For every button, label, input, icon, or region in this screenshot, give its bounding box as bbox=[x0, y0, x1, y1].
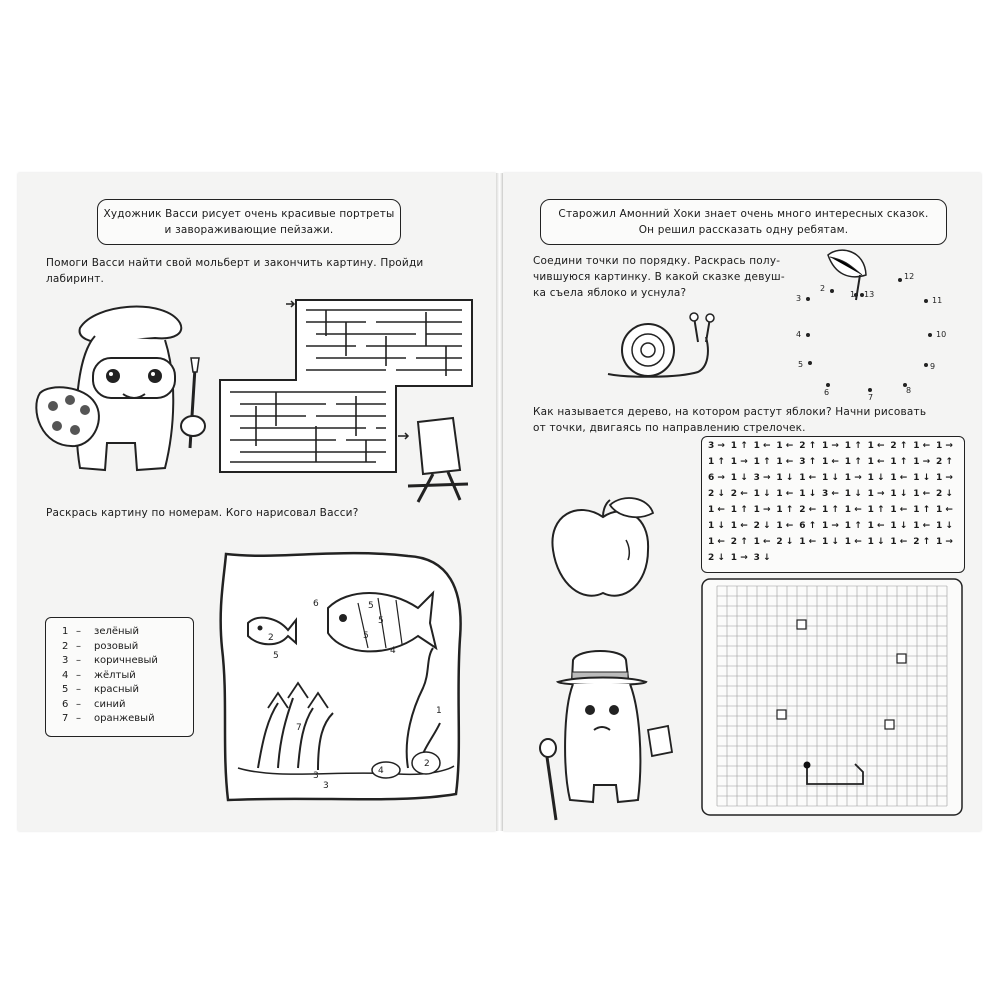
legend-num: 1 bbox=[62, 626, 69, 637]
arrow-instruction: 1 ← bbox=[890, 537, 908, 547]
legend-color: коричневый bbox=[94, 655, 158, 666]
svg-text:2: 2 bbox=[424, 759, 430, 769]
left-header-line2: и завораживающие пейзажи. bbox=[164, 224, 334, 236]
arrow-instruction: 1 ← bbox=[708, 505, 725, 515]
legend-num: 2 bbox=[62, 640, 69, 652]
arrow-instruction: 1 ↑ bbox=[708, 457, 725, 467]
legend-dash: – bbox=[76, 655, 81, 666]
dot-label: 12 bbox=[904, 272, 915, 281]
legend-item bbox=[62, 640, 158, 655]
arrow-instruction: 1 ↓ bbox=[890, 489, 908, 499]
arrow-instruction: 1 → bbox=[936, 473, 953, 483]
svg-text:5: 5 bbox=[273, 651, 279, 661]
arrow-instruction: 6 ↑ bbox=[799, 521, 817, 531]
dot-label: 5 bbox=[798, 360, 804, 369]
legend-color: красный bbox=[94, 684, 139, 695]
old-man-character-illustration bbox=[528, 650, 688, 825]
svg-text:5: 5 bbox=[363, 631, 369, 641]
arrow-instruction: 1 ← bbox=[936, 505, 953, 515]
svg-text:2: 2 bbox=[268, 633, 274, 643]
arrow-instruction: 1 → bbox=[822, 521, 839, 531]
arrow-instruction: 3 ↑ bbox=[799, 457, 817, 467]
legend-dash: – bbox=[76, 698, 81, 710]
dot-label: 7 bbox=[868, 393, 874, 402]
arrow-instruction: 2 ↓ bbox=[936, 489, 953, 499]
arrow-instruction: 2 ↑ bbox=[730, 537, 748, 547]
dots-task-line1: Соедини точки по порядку. Раскрась полу- bbox=[533, 255, 781, 267]
arrow-instruction: 1 ← bbox=[867, 441, 885, 451]
maze-task-line2: лабиринт. bbox=[46, 273, 105, 285]
arrow-instruction: 2 ↓ bbox=[708, 489, 725, 499]
legend-item bbox=[62, 654, 158, 669]
arrow-instruction: 2 ↑ bbox=[936, 457, 953, 467]
arrow-instruction: 3 ↓ bbox=[753, 553, 771, 563]
arrow-instruction: 1 ← bbox=[822, 457, 839, 467]
legend-item bbox=[62, 683, 158, 698]
arrow-instruction: 1 ↓ bbox=[753, 489, 771, 499]
arrow-instruction: 1 → bbox=[730, 553, 748, 563]
arrow-instruction: 1 ← bbox=[776, 521, 794, 531]
dots-task-line3: ка съела яблоко и уснула? bbox=[533, 287, 687, 299]
arrow-instruction: 1 ← bbox=[776, 441, 794, 451]
arrow-instruction: 1 → bbox=[936, 537, 953, 547]
arrow-instruction: 2 ↓ bbox=[708, 553, 725, 563]
legend-dash: – bbox=[76, 684, 81, 695]
legend-color: синий bbox=[94, 698, 126, 710]
arrow-instruction: 1 ↑ bbox=[890, 457, 908, 467]
arrow-directions-table bbox=[701, 436, 965, 573]
arrow-instruction: 1 ← bbox=[776, 489, 794, 499]
arrow-instruction: 1 ← bbox=[867, 457, 885, 467]
arrow-instruction: 3 ← bbox=[822, 489, 839, 499]
arrow-instruction: 1 ↓ bbox=[822, 473, 839, 483]
arrow-instruction: 1 ↑ bbox=[844, 457, 862, 467]
arrow-instruction: 1 ← bbox=[890, 505, 908, 515]
arrow-instruction: 1 ← bbox=[730, 521, 748, 531]
arrow-instruction: 1 ↓ bbox=[799, 489, 817, 499]
arrow-instruction: 1 → bbox=[936, 441, 953, 451]
artist-character-illustration bbox=[35, 298, 215, 498]
arrow-instruction: 2 ↓ bbox=[776, 537, 794, 547]
arrow-instruction: 1 ↓ bbox=[708, 521, 725, 531]
legend-item bbox=[62, 698, 158, 713]
svg-text:5: 5 bbox=[368, 601, 374, 611]
arrow-instruction: 1 ← bbox=[867, 521, 885, 531]
dot-label: 3 bbox=[796, 294, 802, 303]
arrow-instruction: 1 ↑ bbox=[844, 441, 862, 451]
right-header-box bbox=[540, 199, 947, 245]
apple-illustration bbox=[548, 495, 668, 605]
arrow-instruction: 6 → bbox=[708, 473, 725, 483]
arrow-instruction: 1 ↓ bbox=[822, 537, 839, 547]
legend-item bbox=[62, 625, 158, 640]
legend-num: 4 bbox=[62, 669, 69, 681]
arrow-instruction: 2 ↑ bbox=[799, 441, 817, 451]
legend-dash: – bbox=[76, 713, 81, 724]
dot-to-dot-puzzle[interactable] bbox=[790, 245, 950, 405]
arrow-instruction: 1 ↓ bbox=[867, 537, 885, 547]
arrow-instruction: 1 → bbox=[730, 457, 748, 467]
arrow-instruction: 2 ↑ bbox=[913, 537, 931, 547]
arrow-instruction: 1 ← bbox=[753, 441, 771, 451]
tree-task-line1: Как называется дерево, на котором растут яблоки? Начни рисовать bbox=[533, 406, 927, 418]
tree-task-line2: от точки, двигаясь по направлению стрелочек. bbox=[533, 422, 806, 434]
snail-illustration bbox=[598, 312, 718, 384]
svg-text:5: 5 bbox=[378, 616, 384, 626]
arrow-instruction: 1 ← bbox=[708, 537, 725, 547]
svg-text:3: 3 bbox=[313, 771, 319, 781]
dot-label: 8 bbox=[906, 386, 912, 395]
arrow-instruction: 3 → bbox=[753, 473, 771, 483]
arrow-instruction: 1 ↓ bbox=[936, 521, 953, 531]
arrow-instruction: 3 → bbox=[708, 441, 725, 451]
legend-color: розовый bbox=[94, 640, 139, 652]
svg-text:7: 7 bbox=[296, 723, 302, 733]
maze-task-line1: Помоги Васси найти свой мольберт и закончить картину. Пройди bbox=[46, 257, 424, 269]
left-header-box bbox=[97, 199, 401, 245]
arrow-instruction: 1 → bbox=[822, 441, 839, 451]
legend-color: зелёный bbox=[94, 626, 139, 637]
right-header-line2: Он решил рассказать одну ребятам. bbox=[638, 224, 849, 236]
arrow-instruction: 1 ↓ bbox=[890, 521, 908, 531]
legend-num: 6 bbox=[62, 698, 69, 710]
dot-label: 2 bbox=[820, 284, 826, 293]
arrow-instruction: 1 ↓ bbox=[867, 473, 885, 483]
dot-label: 4 bbox=[796, 330, 802, 339]
dot-label: 13 bbox=[864, 290, 875, 299]
legend-item bbox=[62, 712, 158, 727]
legend-num: 3 bbox=[62, 655, 69, 666]
color-legend bbox=[45, 617, 194, 737]
dots-task-line2: чившуюся картинку. В какой сказке девуш- bbox=[533, 271, 785, 283]
legend-num: 5 bbox=[62, 684, 69, 695]
arrow-instruction: 1 ↑ bbox=[730, 441, 748, 451]
legend-num: 7 bbox=[62, 713, 69, 724]
arrow-instruction: 1 ← bbox=[799, 473, 817, 483]
arrow-instruction: 1 ← bbox=[776, 457, 794, 467]
legend-dash: – bbox=[76, 669, 81, 681]
svg-text:4: 4 bbox=[390, 646, 396, 656]
arrow-instruction: 1 ↑ bbox=[844, 521, 862, 531]
color-by-number-picture[interactable] bbox=[218, 548, 468, 810]
arrow-instruction: 1 ↑ bbox=[822, 505, 839, 515]
svg-text:1: 1 bbox=[436, 706, 442, 716]
right-header-line1: Старожил Амонний Хоки знает очень много интересных сказок. bbox=[558, 208, 929, 220]
drawing-grid[interactable] bbox=[701, 578, 963, 816]
legend-color: жёлтый bbox=[94, 669, 136, 681]
svg-text:4: 4 bbox=[378, 766, 384, 776]
arrow-instruction: 1 ← bbox=[844, 505, 862, 515]
svg-text:3: 3 bbox=[323, 781, 329, 791]
arrow-instruction: 1 ← bbox=[913, 441, 931, 451]
color-task: Раскрась картину по номерам. Кого нарисовал Васси? bbox=[46, 507, 359, 519]
svg-text:6: 6 bbox=[313, 599, 319, 609]
arrow-instruction: 1 ↓ bbox=[844, 489, 862, 499]
arrow-instruction: 1 → bbox=[867, 489, 885, 499]
arrow-instruction: 1 ← bbox=[753, 537, 771, 547]
arrow-instruction: 1 ← bbox=[913, 489, 931, 499]
arrow-instruction: 1 ← bbox=[799, 537, 817, 547]
dot-label: 10 bbox=[936, 330, 947, 339]
arrow-instruction: 1 ↑ bbox=[913, 505, 931, 515]
book-gutter bbox=[496, 173, 503, 831]
arrow-instruction: 1 → bbox=[753, 505, 771, 515]
arrow-instruction: 1 → bbox=[913, 457, 931, 467]
arrow-instruction: 1 ↓ bbox=[730, 473, 748, 483]
arrow-instruction: 2 ← bbox=[730, 489, 748, 499]
arrow-instruction: 2 ↓ bbox=[753, 521, 771, 531]
arrow-instruction: 1 ← bbox=[844, 537, 862, 547]
arrow-instruction: 1 ↓ bbox=[776, 473, 794, 483]
legend-item bbox=[62, 669, 158, 684]
legend-dash: – bbox=[76, 640, 81, 652]
arrow-instruction: 1 ← bbox=[913, 521, 931, 531]
arrow-instruction: 1 → bbox=[844, 473, 862, 483]
arrow-instruction: 1 ↑ bbox=[776, 505, 794, 515]
arrow-instruction: 2 ← bbox=[799, 505, 817, 515]
left-header-line1: Художник Васси рисует очень красивые портреты bbox=[103, 208, 395, 220]
dot-label: 6 bbox=[824, 388, 830, 397]
arrow-instruction: 1 ↓ bbox=[913, 473, 931, 483]
arrow-instruction: 1 ↑ bbox=[753, 457, 771, 467]
legend-color: оранжевый bbox=[94, 713, 155, 724]
arrow-instruction: 1 ← bbox=[890, 473, 908, 483]
easel-illustration bbox=[398, 414, 478, 504]
arrow-instruction: 1 ↑ bbox=[867, 505, 885, 515]
arrow-instruction: 1 ↑ bbox=[730, 505, 748, 515]
legend-dash: – bbox=[76, 626, 81, 637]
arrow-instruction: 2 ↑ bbox=[890, 441, 908, 451]
dot-label: 1 bbox=[850, 290, 856, 299]
dot-label: 11 bbox=[932, 296, 943, 305]
dot-label: 9 bbox=[930, 362, 936, 371]
